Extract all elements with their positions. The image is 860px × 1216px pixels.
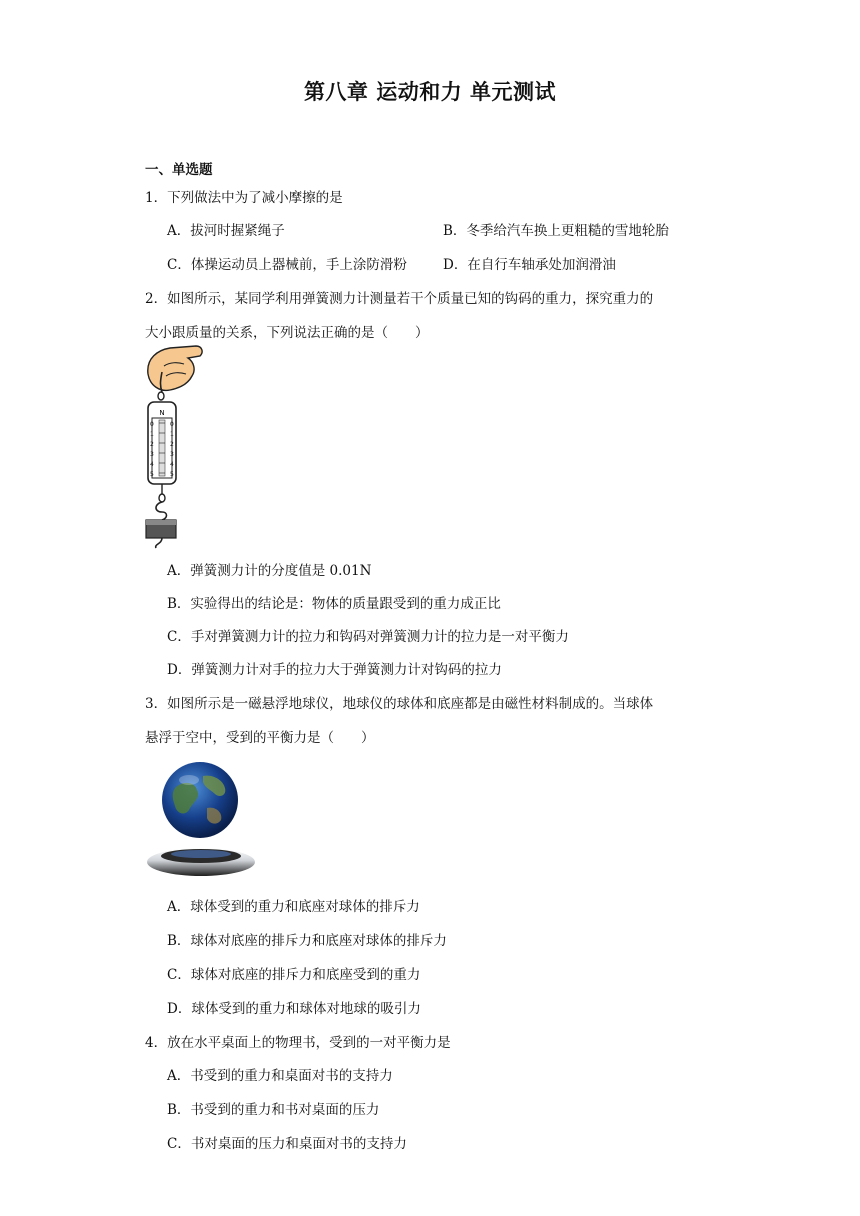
question-1-stem: 1．下列做法中为了减小摩擦的是 xyxy=(145,190,343,206)
section-heading: 一、单选题 xyxy=(145,162,213,178)
scale-mark-left-4: 4 xyxy=(150,461,154,468)
scale-mark-right-4: 4 xyxy=(170,461,174,468)
question-3-option-c: C．球体对底座的排斥力和底座受到的重力 xyxy=(167,967,421,983)
question-4-option-c: C．书对桌面的压力和桌面对书的支持力 xyxy=(167,1136,407,1152)
scale-mark-left-1: 1 xyxy=(150,431,154,438)
question-3-option-b: B．球体对底座的排斥力和底座对球体的排斥力 xyxy=(167,933,447,949)
question-1-option-d: D．在自行车轴承处加润滑油 xyxy=(443,257,616,273)
scale-mark-right-3: 3 xyxy=(170,451,174,458)
question-2-option-b: B．实验得出的结论是：物体的质量跟受到的重力成正比 xyxy=(167,596,501,612)
page-title: 第八章 运动和力 单元测试 xyxy=(303,80,557,104)
spring-scale-figure xyxy=(140,344,210,550)
question-2-option-c: C．手对弹簧测力计的拉力和钩码对弹簧测力计的拉力是一对平衡力 xyxy=(167,629,569,645)
question-2-stem-line-2: 大小跟质量的关系，下列说法正确的是（ ） xyxy=(145,325,429,341)
scale-mark-right-5: 5 xyxy=(170,471,174,478)
scale-mark-left-2: 2 xyxy=(150,441,154,448)
question-3-option-d: D．球体受到的重力和球体对地球的吸引力 xyxy=(167,1001,421,1017)
question-3-stem-line-2: 悬浮于空中，受到的平衡力是（ ） xyxy=(145,730,375,746)
maglev-globe-figure xyxy=(145,758,257,880)
question-3-option-a: A．球体受到的重力和底座对球体的排斥力 xyxy=(167,899,420,915)
question-4-option-a: A．书受到的重力和桌面对书的支持力 xyxy=(167,1068,393,1084)
question-1-option-b: B．冬季给汽车换上更粗糙的雪地轮胎 xyxy=(443,223,669,239)
question-3-stem-line-1: 3．如图所示是一磁悬浮地球仪，地球仪的球体和底座都是由磁性材料制成的。当球体 xyxy=(145,696,654,712)
question-1-option-a: A．拔河时握紧绳子 xyxy=(167,223,285,239)
scale-mark-right-0: 0 xyxy=(170,421,174,428)
question-2-stem-line-1: 2．如图所示，某同学利用弹簧测力计测量若干个质量已知的钩码的重力，探究重力的 xyxy=(145,291,654,307)
question-4-option-b: B．书受到的重力和书对桌面的压力 xyxy=(167,1102,380,1118)
scale-mark-right-1: 1 xyxy=(170,431,174,438)
scale-unit-label: N xyxy=(159,409,165,417)
question-2-option-d: D．弹簧测力计对手的拉力大于弹簧测力计对钩码的拉力 xyxy=(167,662,502,678)
scale-mark-right-2: 2 xyxy=(170,441,174,448)
question-4-stem: 4．放在水平桌面上的物理书，受到的一对平衡力是 xyxy=(145,1035,451,1051)
scale-mark-left-5: 5 xyxy=(150,471,154,478)
question-1-option-c: C．体操运动员上器械前，手上涂防滑粉 xyxy=(167,257,407,273)
scale-mark-left-0: 0 xyxy=(150,421,154,428)
scale-mark-left-3: 3 xyxy=(150,451,154,458)
hand-icon xyxy=(148,346,202,390)
question-2-option-a: A．弹簧测力计的分度值是 0.01N xyxy=(167,563,372,579)
